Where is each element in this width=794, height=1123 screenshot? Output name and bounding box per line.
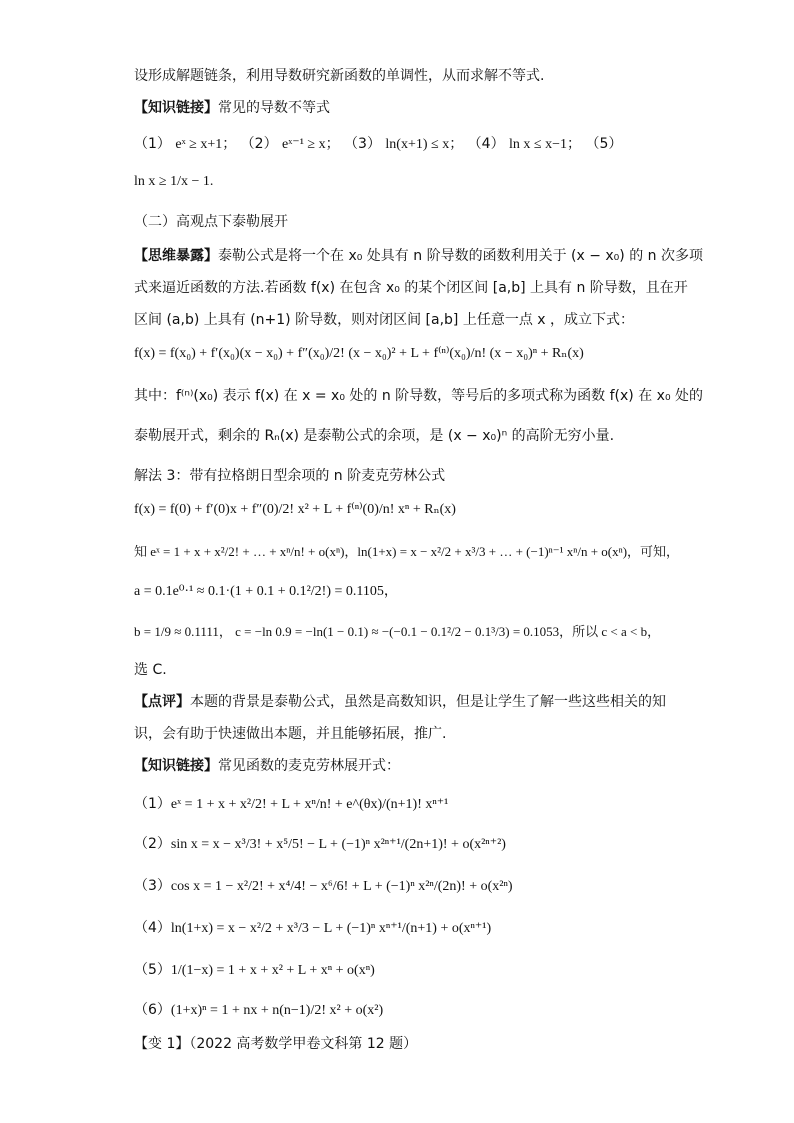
series-index: （3） [134, 878, 171, 894]
comment-label: 【点评】 [134, 694, 190, 710]
series-index: （5） [134, 962, 171, 978]
ineq-formula-4: ln x ≤ x−1； [509, 137, 581, 152]
thinking-text-1: 泰勒公式是将一个在 x₀ 处具有 n 阶导数的函数利用关于 (x − x₀) 的 n 次多项 [218, 248, 703, 264]
ineq-formula-5: ln x ≥ 1/x − 1. [134, 174, 214, 189]
taylor-formula: f(x) = f(x₀) + f′(x₀)(x − x₀) + f″(x₀)/2! (x − x₀)² + L + f⁽ⁿ⁾(x₀)/n! (x − x₀)ⁿ + Rₙ(x) [134, 346, 584, 361]
inequality-list [134, 134, 622, 155]
knowledge-link-label: 【知识链接】 [134, 100, 218, 116]
knowledge-link-text: 常见的导数不等式 [218, 100, 330, 116]
series-item [134, 834, 506, 855]
thinking-line-1 [134, 246, 703, 266]
ineq-index-1: （1） [134, 136, 171, 152]
where-line-1: 其中：f⁽ⁿ⁾(x₀) 表示 f(x) 在 x = x₀ 处的 n 阶导数，等号后的多项式称为函数 f(x) 在 x₀ 处的 [134, 388, 704, 404]
ineq-index-2: （2） [240, 136, 278, 152]
value-b-c: b = 1/9 ≈ 0.1111， c = −ln 0.9 = −ln(1 − 0.1) ≈ −(−0.1 − 0.1²/2 − 0.1³/3) = 0.1053，所以 c < a < b， [134, 624, 661, 639]
solution-3-title: 解法 3：带有拉格朗日型余项的 n 阶麦克劳林公式 [134, 468, 446, 484]
comment-text-1: 本题的背景是泰勒公式，虽然是高数知识，但是让学生了解一些这些相关的知 [190, 694, 666, 710]
value-a: a = 0.1e⁰·¹ ≈ 0.1·(1 + 0.1 + 0.1²/2!) = 0.1105， [134, 584, 398, 599]
knowledge-link-label-2: 【知识链接】 [134, 758, 218, 774]
ineq-index-4: （4） [467, 136, 505, 152]
ineq-formula-1: eˣ ≥ x+1； [175, 137, 237, 152]
series-item [134, 794, 448, 815]
section-heading-taylor: （二）高观点下泰勒展开 [134, 214, 288, 230]
series-formula: (1+x)ⁿ = 1 + nx + n(n−1)/2! x² + o(x²) [170, 1003, 384, 1018]
variant-heading: 【变 1】（2022 高考数学甲卷文科第 12 题） [134, 1036, 418, 1052]
ineq-formula-3: ln(x+1) ≤ x； [385, 137, 464, 152]
ineq-index-3: （3） [344, 136, 381, 152]
knowledge-link-text-2: 常见函数的麦克劳林展开式： [218, 758, 400, 774]
comment-line-2: 识，会有助于快速做出本题，并且能够拓展，推广. [134, 726, 447, 742]
thinking-line-2: 式来逼近函数的方法.若函数 f(x) 在包含 x₀ 的某个闭区间 [a,b] 上具有 n 阶导数，且在开 [134, 280, 688, 296]
thinking-line-3: 区间 (a,b) 上具有 (n+1) 阶导数，则对闭区间 [a,b] 上任意一点 x ，成立下式： [134, 312, 634, 328]
thinking-label: 【思维暴露】 [134, 248, 218, 264]
series-formula: ln(1+x) = x − x²/2 + x³/3 − L + (−1)ⁿ xⁿ⁺¹/(n+1) + o(xⁿ⁺¹) [170, 921, 492, 936]
maclaurin-formula: f(x) = f(0) + f′(0)x + f″(0)/2! x² + L + f⁽ⁿ⁾(0)/n! xⁿ + Rₙ(x) [134, 502, 456, 517]
intro-paragraph: 设形成解题链条，利用导数研究新函数的单调性，从而求解不等式. [134, 68, 545, 84]
answer-choice: 选 C. [134, 662, 167, 678]
known-expansions: 知 eˣ = 1 + x + x²/2! + … + xⁿ/n! + o(xⁿ)，ln(1+x) = x − x²/2 + x³/3 + … + (−1)ⁿ⁻¹ xⁿ/n + o(xⁿ)，可知， [134, 544, 680, 559]
knowledge-link-heading-1 [134, 98, 330, 118]
where-line-2: 泰勒展开式，剩余的 Rₙ(x) 是泰勒公式的余项，是 (x − x₀)ⁿ 的高阶无穷小量. [134, 428, 615, 444]
series-formula: cos x = 1 − x²/2! + x⁴/4! − x⁶/6! + L + (−1)ⁿ x²ⁿ/(2n)! + o(x²ⁿ) [170, 879, 513, 894]
ineq-formula-2: eˣ⁻¹ ≥ x； [282, 137, 340, 152]
series-index: （2） [134, 836, 171, 852]
comment-line-1 [134, 692, 666, 712]
series-item [134, 1000, 383, 1021]
series-item [134, 960, 375, 981]
ineq-index-5: （5） [585, 136, 623, 152]
knowledge-link-heading-2 [134, 756, 400, 776]
series-index: （6） [134, 1002, 171, 1018]
series-formula: eˣ = 1 + x + x²/2! + L + xⁿ/n! + e^(θx)/(n+1)! xⁿ⁺¹ [170, 797, 449, 812]
series-index: （4） [134, 920, 171, 936]
series-formula: sin x = x − x³/3! + x⁵/5! − L + (−1)ⁿ x²ⁿ⁺¹/(2n+1)! + o(x²ⁿ⁺²) [170, 837, 506, 852]
series-item [134, 918, 491, 939]
series-formula: 1/(1−x) = 1 + x + x² + L + xⁿ + o(xⁿ) [170, 963, 375, 978]
series-index: （1） [134, 796, 171, 812]
series-item [134, 876, 513, 897]
